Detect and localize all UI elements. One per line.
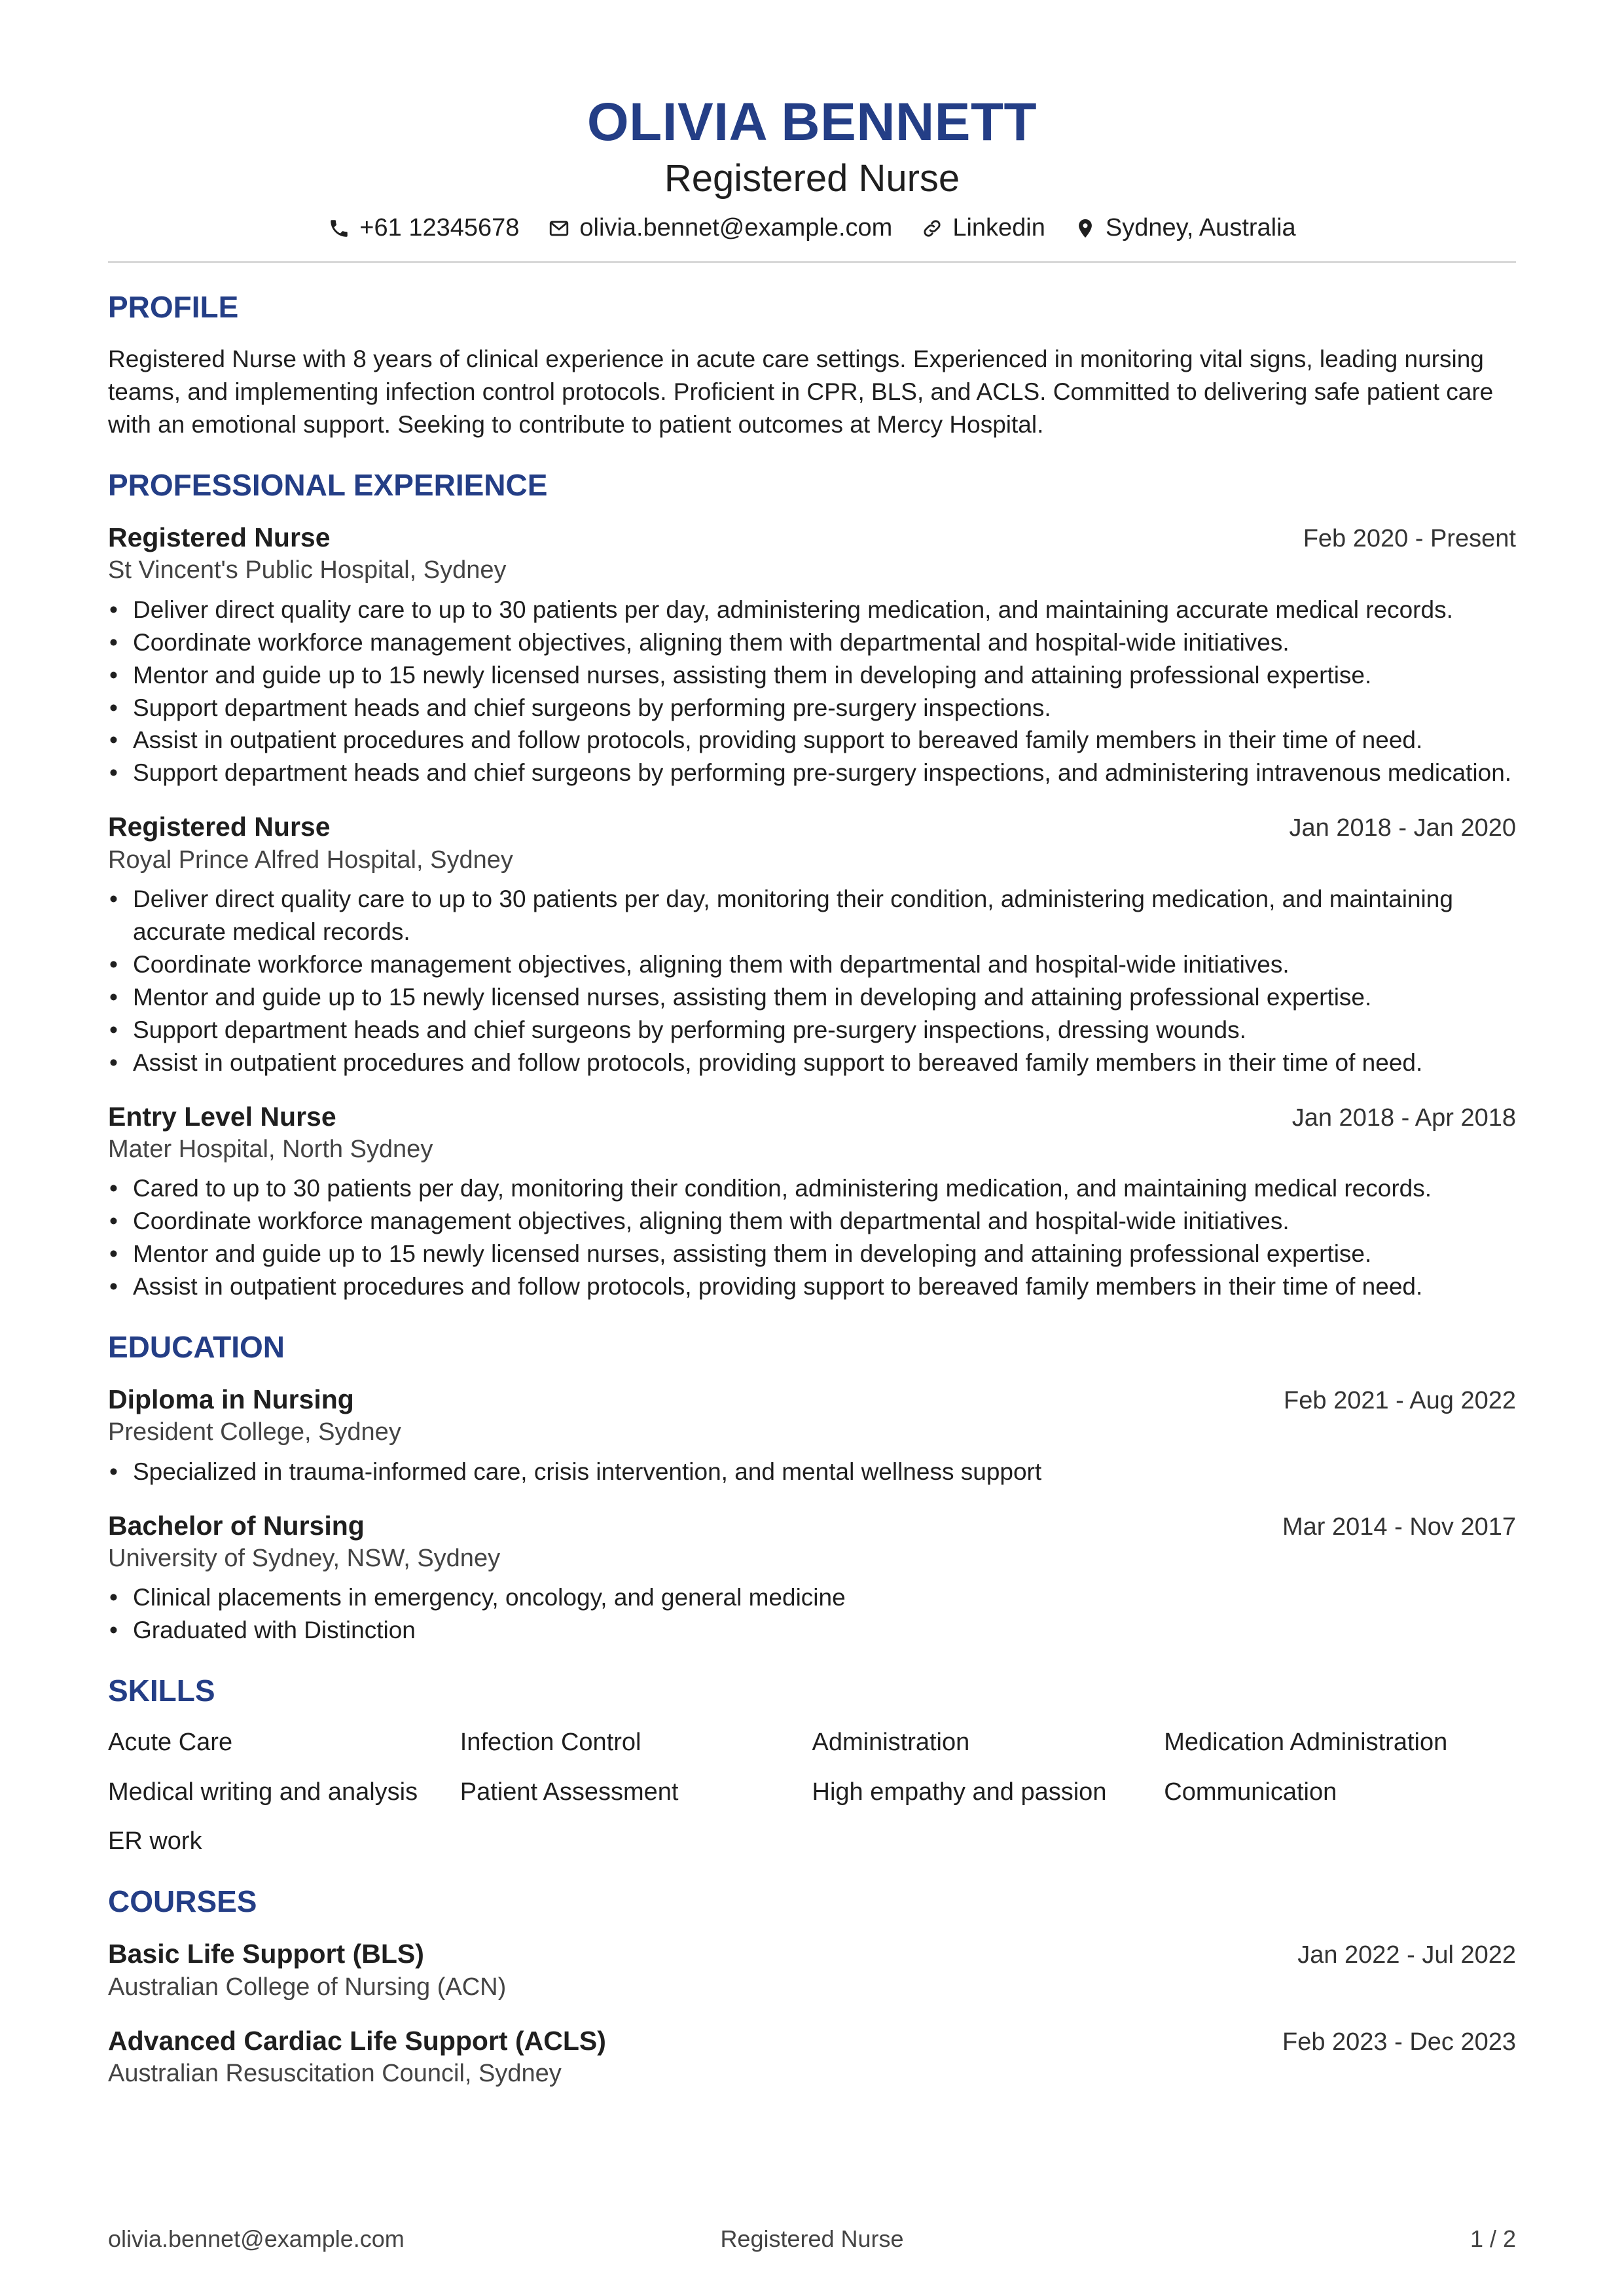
experience-entry bbox=[108, 521, 1516, 789]
course-entry bbox=[108, 1937, 1516, 2003]
contact-email-text: olivia.bennet@example.com bbox=[579, 213, 893, 242]
experience-entry bbox=[108, 810, 1516, 1079]
course-provider: Australian College of Nursing (ACN) bbox=[108, 1973, 507, 2001]
skill-item: High empathy and passion bbox=[812, 1778, 1107, 1806]
course-title: Basic Life Support (BLS) bbox=[108, 1939, 424, 1969]
skill-item: Administration bbox=[812, 1729, 970, 1757]
footer-email: olivia.bennet@example.com bbox=[108, 2225, 405, 2252]
job-date: Feb 2020 - Present bbox=[1303, 525, 1516, 553]
job-date: Jan 2018 - Jan 2020 bbox=[1289, 814, 1516, 842]
profile-summary: Registered Nurse with 8 years of clinical experience in acute care settings. Experienced in monitoring vital signs, leading nursing teams, and implementing infection control protocols. Proficient in CPR, BLS, and ACLS. Committed to delivering safe patient care with an emotional support. Seeking to contribute to patient outcomes at Mercy Hospital. bbox=[108, 346, 1494, 439]
skill-item: Patient Assessment bbox=[460, 1778, 679, 1806]
course-title: Advanced Cardiac Life Support (ACLS) bbox=[108, 2025, 606, 2056]
degree-bullets bbox=[108, 1581, 1516, 1647]
candidate-title: Registered Nurse bbox=[664, 157, 960, 200]
job-employer: Royal Prince Alfred Hospital, Sydney bbox=[108, 846, 513, 874]
contact-linkedin-text: Linkedin bbox=[952, 213, 1045, 242]
job-date: Jan 2018 - Apr 2018 bbox=[1291, 1103, 1516, 1132]
course-date: Jan 2022 - Jul 2022 bbox=[1297, 1941, 1516, 1969]
bullet-item: • Support department heads and chief surgeons by performing pre-surgery inspections, dressing wounds. bbox=[108, 1014, 1516, 1047]
section-title-experience: PROFESSIONAL EXPERIENCE bbox=[108, 468, 548, 503]
contact-location bbox=[1074, 212, 1296, 244]
footer-title: Registered Nurse bbox=[720, 2225, 904, 2252]
location-pin-icon bbox=[1074, 217, 1096, 240]
phone-icon bbox=[328, 217, 350, 240]
bullet-item: • Coordinate workforce management objectives, aligning them with departmental and hospital-wide initiatives. bbox=[108, 1205, 1516, 1238]
header-divider bbox=[108, 261, 1516, 263]
job-employer: Mater Hospital, North Sydney bbox=[108, 1135, 433, 1163]
contact-phone-text: +61 12345678 bbox=[359, 213, 520, 242]
degree-title: Diploma in Nursing bbox=[108, 1384, 354, 1415]
skill-item: Medication Administration bbox=[1164, 1729, 1448, 1757]
bullet-item: • Coordinate workforce management objectives, aligning them with departmental and hospital-wide initiatives. bbox=[108, 626, 1516, 659]
education-entry bbox=[108, 1509, 1516, 1647]
bullet-item: • Mentor and guide up to 15 newly licensed nurses, assisting them in developing and attaining professional expertise. bbox=[108, 981, 1516, 1014]
job-bullets bbox=[108, 883, 1516, 1079]
degree-title: Bachelor of Nursing bbox=[108, 1510, 365, 1541]
bullet-item: • Deliver direct quality care to up to 30 patients per day, administering medication, and maintaining accurate medical records. bbox=[108, 594, 1516, 626]
contact-linkedin[interactable] bbox=[921, 212, 1045, 244]
experience-entry bbox=[108, 1100, 1516, 1303]
footer-page-number: 1 / 2 bbox=[1470, 2225, 1516, 2252]
bullet-item: • Specialized in trauma-informed care, crisis intervention, and mental wellness support bbox=[108, 1456, 1516, 1488]
degree-institution: University of Sydney, NSW, Sydney bbox=[108, 1544, 501, 1572]
mail-icon bbox=[548, 217, 570, 240]
job-bullets bbox=[108, 1172, 1516, 1303]
skill-item: Communication bbox=[1164, 1778, 1337, 1806]
bullet-item: • Deliver direct quality care to up to 30 patients per day, monitoring their condition, administering medication, and maintaining accurate medical records. bbox=[108, 883, 1516, 948]
section-title-courses: COURSES bbox=[108, 1884, 257, 1919]
section-title-education: EDUCATION bbox=[108, 1330, 285, 1365]
degree-date: Mar 2014 - Nov 2017 bbox=[1282, 1513, 1516, 1541]
job-bullets bbox=[108, 594, 1516, 790]
bullet-item: • Clinical placements in emergency, oncology, and general medicine bbox=[108, 1581, 1516, 1614]
education-entry bbox=[108, 1383, 1516, 1488]
course-entry bbox=[108, 2024, 1516, 2090]
page-footer bbox=[108, 2225, 1516, 2253]
bullet-item: • Assist in outpatient procedures and follow protocols, providing support to bereaved family members in their time of need. bbox=[108, 1047, 1516, 1079]
degree-bullets bbox=[108, 1456, 1516, 1488]
skill-item: Infection Control bbox=[460, 1729, 641, 1757]
bullet-item: • Support department heads and chief surgeons by performing pre-surgery inspections, and administering intravenous medication. bbox=[108, 757, 1516, 789]
bullet-item: • Support department heads and chief surgeons by performing pre-surgery inspections. bbox=[108, 692, 1516, 725]
degree-date: Feb 2021 - Aug 2022 bbox=[1284, 1387, 1516, 1415]
contact-row bbox=[108, 212, 1516, 244]
candidate-name: OLIVIA BENNETT bbox=[586, 92, 1038, 152]
bullet-item: • Assist in outpatient procedures and follow protocols, providing support to bereaved family members in their time of need. bbox=[108, 1270, 1516, 1303]
skill-item: Medical writing and analysis bbox=[108, 1778, 418, 1806]
bullet-item: • Graduated with Distinction bbox=[108, 1614, 1516, 1647]
contact-location-text: Sydney, Australia bbox=[1105, 213, 1296, 242]
bullet-item: • Cared to up to 30 patients per day, monitoring their condition, administering medication, and maintaining medical records. bbox=[108, 1172, 1516, 1205]
degree-institution: President College, Sydney bbox=[108, 1418, 401, 1446]
job-employer: St Vincent's Public Hospital, Sydney bbox=[108, 556, 507, 584]
course-date: Feb 2023 - Dec 2023 bbox=[1282, 2028, 1516, 2056]
job-title: Registered Nurse bbox=[108, 522, 331, 553]
section-title-profile: PROFILE bbox=[108, 290, 239, 325]
bullet-item: • Mentor and guide up to 15 newly licensed nurses, assisting them in developing and attaining professional expertise. bbox=[108, 1238, 1516, 1270]
link-icon bbox=[921, 217, 943, 240]
section-title-skills: SKILLS bbox=[108, 1674, 215, 1708]
course-provider: Australian Resuscitation Council, Sydney bbox=[108, 2060, 562, 2088]
resume-header bbox=[108, 0, 1516, 244]
job-title: Entry Level Nurse bbox=[108, 1101, 336, 1132]
contact-email[interactable] bbox=[548, 212, 892, 244]
job-title: Registered Nurse bbox=[108, 812, 331, 842]
bullet-item: • Assist in outpatient procedures and follow protocols, providing support to bereaved family members in their time of need. bbox=[108, 724, 1516, 757]
bullet-item: • Coordinate workforce management objectives, aligning them with departmental and hospital-wide initiatives. bbox=[108, 948, 1516, 981]
contact-phone bbox=[328, 212, 519, 244]
bullet-item: • Mentor and guide up to 15 newly licensed nurses, assisting them in developing and attaining professional expertise. bbox=[108, 659, 1516, 692]
skills-grid bbox=[108, 1727, 1516, 1857]
skill-item: Acute Care bbox=[108, 1729, 233, 1757]
skill-item: ER work bbox=[108, 1827, 202, 1855]
